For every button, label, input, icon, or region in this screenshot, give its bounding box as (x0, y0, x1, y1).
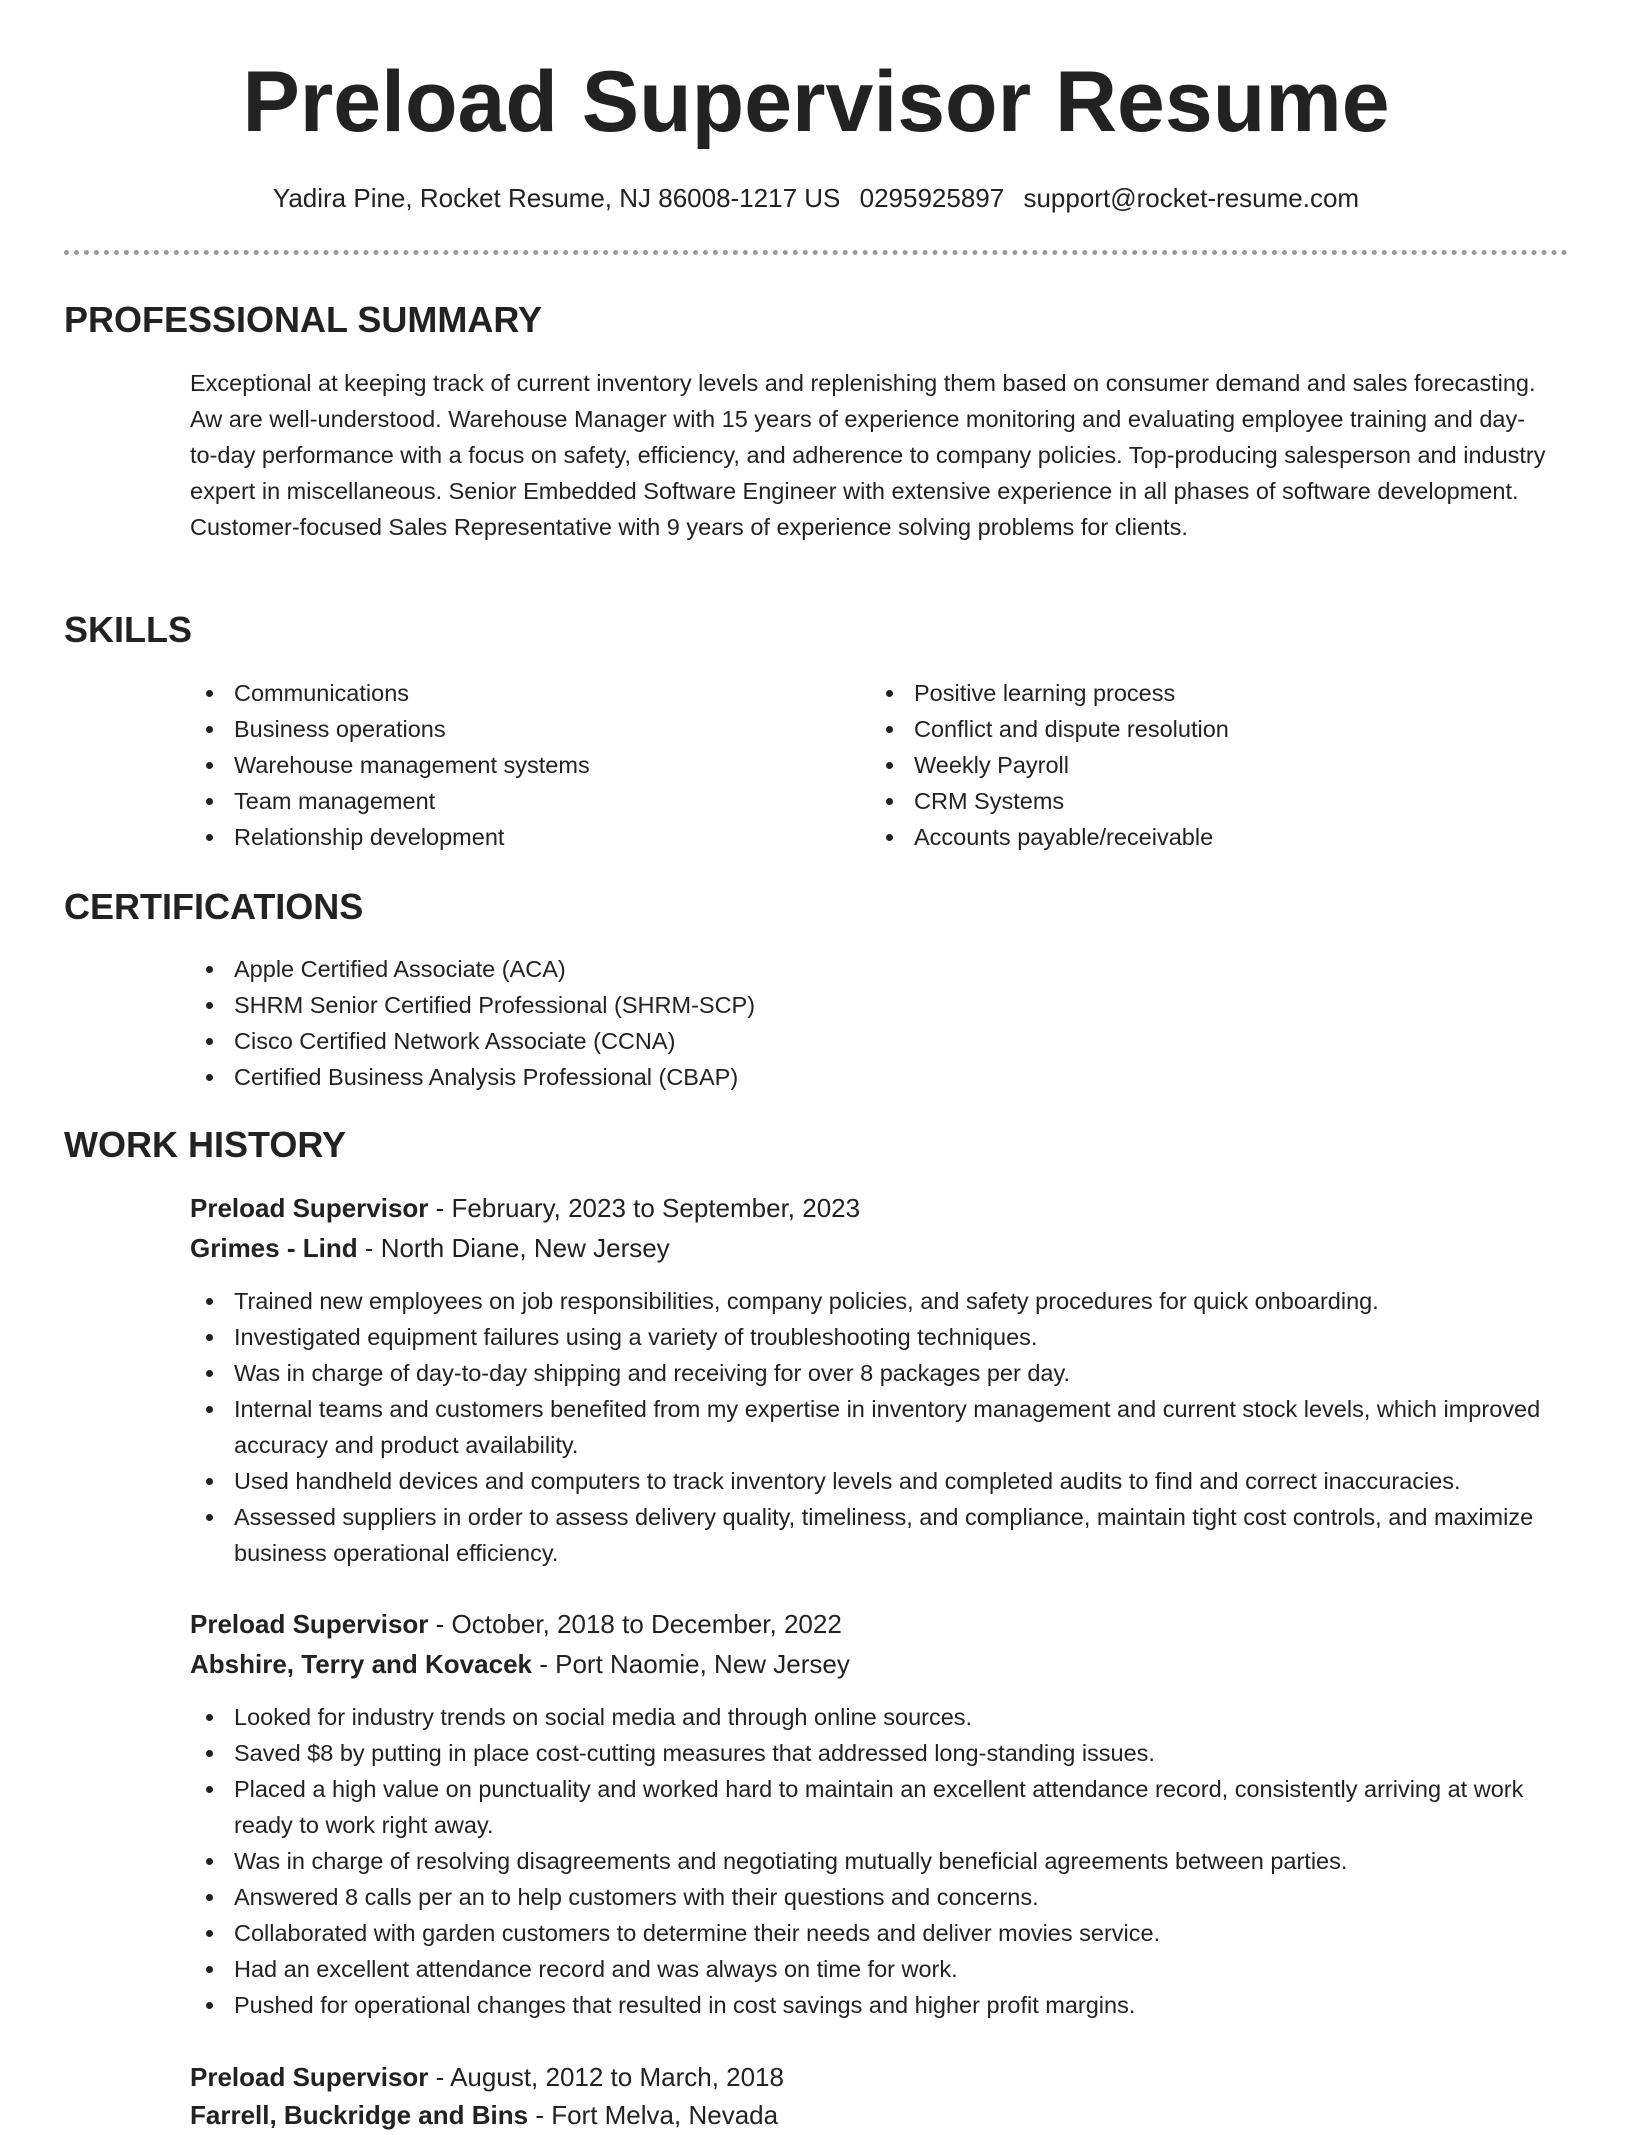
contact-email: support@rocket-resume.com (1023, 183, 1360, 213)
job-title-line (190, 2057, 784, 2097)
job-bullet: Had an excellent attendance record and was always on time for work. (190, 1951, 1550, 1987)
job-company: Grimes - Lind (190, 1233, 358, 1263)
job-company-line (190, 2095, 778, 2135)
job-dates: August, 2012 to March, 2018 (450, 2062, 784, 2092)
certifications-heading: CERTIFICATIONS (64, 886, 364, 927)
page-title: Preload Supervisor Resume (242, 54, 1390, 150)
job-company-line (190, 1228, 670, 1268)
job-title-line (190, 1604, 842, 1644)
certifications-list (190, 951, 1550, 1095)
job-location: Port Naomie, New Jersey (555, 1649, 850, 1679)
skill-item: Team management (190, 783, 810, 819)
summary-text: Exceptional at keeping track of current inventory levels and replenishing them based on consumer demand and sales forecasting. Aw are well-understood. Warehouse Manager with 15 years of experience monitoring and evaluating employee training and day-to-day performance with a focus on safety, efficiency, and adherence to company policies. Top-producing salesperson and industry expert in miscellaneous. Senior Embedded Software Engineer with extensive experience in all phases of software development. Customer-focused Sales Representative with 9 years of experience solving problems for clients. (190, 370, 1546, 540)
contact-address: Yadira Pine, Rocket Resume, NJ 86008-1217 US (272, 183, 841, 213)
skills-heading: SKILLS (64, 609, 193, 650)
job-bullet: Investigated equipment failures using a variety of troubleshooting techniques. (190, 1319, 1550, 1355)
job-bullet: Used handheld devices and computers to track inventory levels and completed audits to find and correct inaccuracies. (190, 1463, 1550, 1499)
job-bullet: Trained new employees on job responsibilities, company policies, and safety procedures for quick onboarding. (190, 1283, 1550, 1319)
job-bullet: Was in charge of resolving disagreements and negotiating mutually beneficial agreements between parties. (190, 1843, 1550, 1879)
contact-phone: 0295925897 (859, 183, 1005, 213)
certification-item: Apple Certified Associate (ACA) (190, 951, 1550, 987)
job-location: Fort Melva, Nevada (551, 2100, 779, 2130)
job-title: Preload Supervisor (190, 2062, 429, 2092)
certification-item: SHRM Senior Certified Professional (SHRM-SCP) (190, 987, 1550, 1023)
job-bullets (190, 1699, 1550, 2023)
job-bullet: Assessed suppliers in order to assess delivery quality, timeliness, and compliance, maintain tight cost controls, and maximize business operational efficiency. (190, 1499, 1550, 1571)
job-separator: - (428, 1609, 452, 1639)
job-location: North Diane, New Jersey (380, 1233, 670, 1263)
skill-item: Weekly Payroll (870, 747, 1490, 783)
skill-item: Business operations (190, 711, 810, 747)
job-bullet: Placed a high value on punctuality and worked hard to maintain an excellent attendance record, consistently arriving at work ready to work right away. (190, 1771, 1550, 1843)
header-divider (64, 250, 1568, 255)
job-separator: - (428, 2062, 451, 2092)
job-bullet: Pushed for operational changes that resulted in cost savings and higher profit margins. (190, 1987, 1550, 2023)
job-separator: - (528, 2100, 552, 2130)
skill-item: CRM Systems (870, 783, 1490, 819)
skill-item: Communications (190, 675, 810, 711)
job-bullet: Answered 8 calls per an to help customers with their questions and concerns. (190, 1879, 1550, 1915)
skills-list-right (870, 675, 1490, 855)
job-company: Farrell, Buckridge and Bins (190, 2100, 529, 2130)
skill-item: Warehouse management systems (190, 747, 810, 783)
job-separator: - (357, 1233, 381, 1263)
job-company-line (190, 1644, 850, 1684)
contact-info (0, 180, 1632, 216)
skill-item: Positive learning process (870, 675, 1490, 711)
certification-item: Certified Business Analysis Professional (CBAP) (190, 1059, 1550, 1095)
job-title-line (190, 1188, 860, 1228)
skill-item: Conflict and dispute resolution (870, 711, 1490, 747)
job-bullet: Saved $8 by putting in place cost-cutting measures that addressed long-standing issues. (190, 1735, 1550, 1771)
job-dates: October, 2018 to December, 2022 (451, 1609, 842, 1639)
skill-item: Accounts payable/receivable (870, 819, 1490, 855)
work-history-heading: WORK HISTORY (64, 1124, 347, 1165)
job-title: Preload Supervisor (190, 1609, 429, 1639)
job-dates: February, 2023 to September, 2023 (451, 1193, 861, 1223)
job-separator: - (532, 1649, 556, 1679)
job-separator: - (428, 1193, 452, 1223)
job-bullet: Internal teams and customers benefited from my expertise in inventory management and current stock levels, which improved accuracy and product availability. (190, 1391, 1550, 1463)
summary-heading: PROFESSIONAL SUMMARY (64, 299, 543, 340)
job-bullet: Collaborated with garden customers to determine their needs and deliver movies service. (190, 1915, 1550, 1951)
job-bullet: Was in charge of day-to-day shipping and receiving for over 8 packages per day. (190, 1355, 1550, 1391)
certification-item: Cisco Certified Network Associate (CCNA) (190, 1023, 1550, 1059)
job-company: Abshire, Terry and Kovacek (190, 1649, 532, 1679)
skill-item: Relationship development (190, 819, 810, 855)
job-title: Preload Supervisor (190, 1193, 429, 1223)
job-bullets (190, 1283, 1550, 1571)
job-bullet: Looked for industry trends on social media and through online sources. (190, 1699, 1550, 1735)
skills-list-left (190, 675, 810, 855)
